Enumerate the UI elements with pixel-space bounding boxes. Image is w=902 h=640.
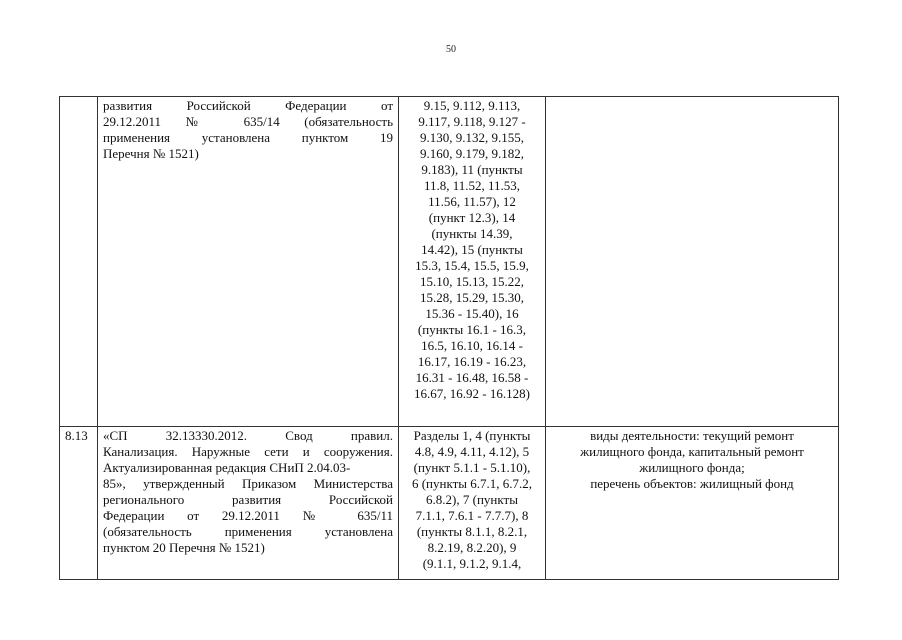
cell-line: 6.8.2), 7 (пункты (426, 492, 518, 507)
cell-line: 9.183), 11 (пункты (421, 162, 523, 177)
cell-line: 15.36 - 15.40), 16 (425, 306, 519, 321)
cell-line: жилищного фонда; (639, 460, 745, 475)
page-number: 50 (446, 44, 456, 55)
row-number-cell: 8.13 (60, 427, 98, 580)
cell-line: 9.117, 9.118, 9.127 - (418, 114, 526, 129)
cell-line: 11.8, 11.52, 11.53, (423, 178, 521, 193)
cell-line: (пункты 8.1.1, 8.2.1, (416, 524, 528, 539)
cell-line: (пункт 12.3), 14 (428, 210, 516, 225)
cell-line: 6 (пункты 6.7.1, 6.7.2, (411, 476, 533, 491)
cell-line: (пункты 16.1 - 16.3, (417, 322, 527, 337)
cell-line: 15.10, 15.13, 15.22, (420, 274, 524, 289)
cell-line: регионального развития Российской (103, 492, 393, 507)
cell-line: Федерации от 29.12.2011 № 635/11 (103, 508, 393, 523)
table-row (60, 427, 839, 580)
cell-line: (пункт 5.1.1 - 5.1.10), (413, 460, 531, 475)
cell-line: 16.67, 16.92 - 16.128) (414, 386, 530, 401)
cell-line: перечень объектов: жилищный фонд (590, 476, 794, 491)
scope-cell (546, 97, 839, 427)
cell-line: 16.5, 16.10, 16.14 - (421, 338, 523, 353)
cell-line: 16.17, 16.19 - 16.23, (417, 354, 527, 369)
cell-line: Перечня № 1521) (103, 146, 199, 161)
cell-line: 15.3, 15.4, 15.5, 15.9, (415, 258, 529, 273)
cell-line: (пункты 14.39, (431, 226, 513, 241)
cell-line: «СП 32.13330.2012. Свод правил. (103, 428, 393, 443)
cell-line: (9.1.1, 9.1.2, 9.1.4, (422, 556, 522, 571)
cell-line: 15.28, 15.29, 15.30, (420, 290, 524, 305)
references-cell (399, 97, 546, 427)
cell-line: 9.130, 9.132, 9.155, (420, 130, 524, 145)
cell-line: 7.1.1, 7.6.1 - 7.7.7), 8 (415, 508, 529, 523)
document-cell (98, 427, 399, 580)
cell-line: развития Российской Федерации от (103, 98, 393, 113)
cell-line: Разделы 1, 4 (пункты (413, 428, 531, 443)
document-cell (98, 97, 399, 427)
cell-line: 14.42), 15 (пункты (421, 242, 523, 257)
cell-line: виды деятельности: текущий ремонт (590, 428, 794, 443)
cell-line: Актуализированная редакция СНиП 2.04.03- (103, 460, 351, 475)
cell-line: пунктом 20 Перечня № 1521) (103, 540, 265, 555)
cell-line: 11.56, 11.57), 12 (428, 194, 516, 209)
cell-line: применения установлена пунктом 19 (103, 130, 393, 145)
cell-line: 16.31 - 16.48, 16.58 - (415, 370, 529, 385)
cell-line: 29.12.2011 № 635/14 (обязательность (103, 114, 393, 129)
references-cell (399, 427, 546, 580)
table-row (60, 97, 839, 427)
cell-line: Канализация. Наружные сети и сооружения. (103, 444, 393, 459)
cell-line: 85», утвержденный Приказом Министерства (103, 476, 393, 491)
cell-line: (обязательность применения установлена (103, 524, 393, 539)
scope-cell (546, 427, 839, 580)
cell-line: 8.2.19, 8.2.20), 9 (427, 540, 517, 555)
requirements-table (59, 96, 839, 580)
cell-line: жилищного фонда, капитальный ремонт (580, 444, 804, 459)
cell-line: 9.160, 9.179, 9.182, (420, 146, 524, 161)
cell-line: 9.15, 9.112, 9.113, (423, 98, 521, 113)
row-number-cell (60, 97, 98, 427)
cell-line: 4.8, 4.9, 4.11, 4.12), 5 (414, 444, 530, 459)
